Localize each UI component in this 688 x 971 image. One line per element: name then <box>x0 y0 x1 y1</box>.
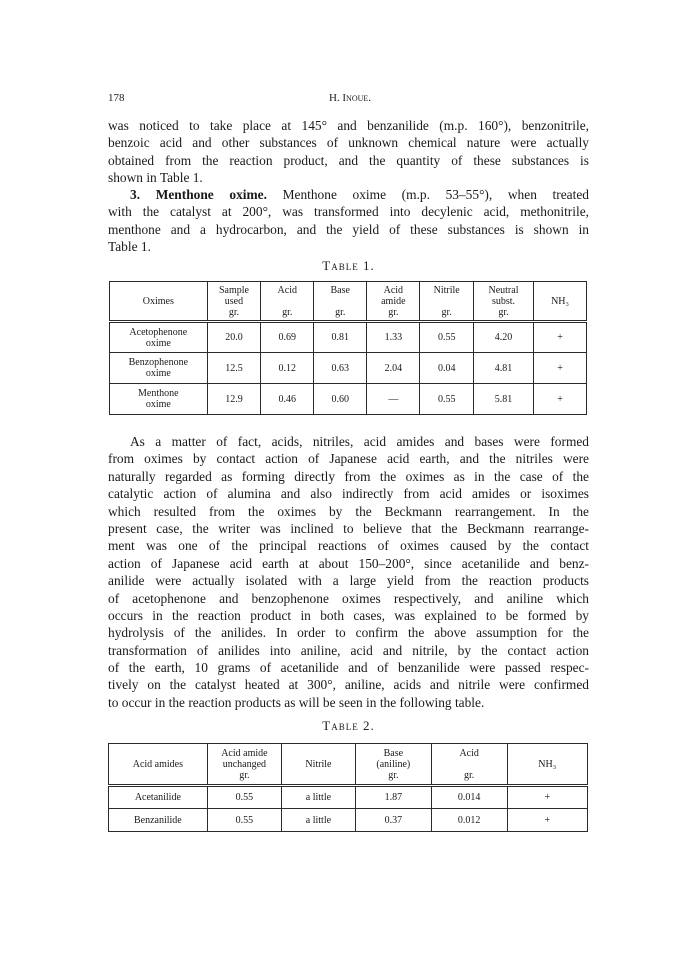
table-cell: 1.87 <box>355 786 431 809</box>
table-cell: 0.012 <box>431 809 507 832</box>
paragraph-continued <box>108 117 589 187</box>
column-header: NH₃ <box>534 282 587 322</box>
text-line: of acetophenone and benzophenone oximes respectively, and aniline which <box>108 590 589 606</box>
table-row <box>110 322 587 353</box>
table-cell: 0.81 <box>314 322 367 353</box>
table-cell: 2.04 <box>367 353 420 384</box>
table-row <box>109 809 588 832</box>
page-header <box>108 92 592 108</box>
text-line: which resulted from the oximes by the Beckmann rearrangement. In the <box>108 503 589 519</box>
table-cell: + <box>534 353 587 384</box>
section-heading-line <box>108 186 589 203</box>
column-header: Acid amides <box>109 744 208 786</box>
table-cell: + <box>507 809 587 832</box>
text-line: catalytic action of alumina and also indirectly from acid amides or isoximes <box>108 486 589 502</box>
table-cell: + <box>534 322 587 353</box>
table-cell: 12.9 <box>207 384 261 415</box>
section-heading: Menthone oxime. <box>155 187 267 202</box>
column-header: Acid gr. <box>261 282 314 322</box>
table-cell: 0.60 <box>314 384 367 415</box>
text-line: naturally regarded as forming directly from the oximes as in the case of the <box>108 468 589 484</box>
row-label: Menthone oxime <box>110 384 208 415</box>
text-line: Table 1. <box>108 239 151 255</box>
table-row <box>110 353 587 384</box>
text-line: benzoic acid and other substances of unknown chemical nature were actually <box>108 135 589 151</box>
text-line: occurs in the reaction product in both cases, was explained to be formed by <box>108 607 589 623</box>
text-line: to occur in the reaction products as will be seen in the following table. <box>108 694 485 710</box>
table-cell: 0.55 <box>207 786 281 809</box>
text-line: As a matter of fact, acids, nitriles, acid amides and bases were formed <box>130 434 589 449</box>
text-line: ment was one of the principal reactions of oximes caused by the contact <box>108 538 589 554</box>
table-cell: + <box>507 786 587 809</box>
table-cell: 4.20 <box>473 322 533 353</box>
text-line: shown in Table 1. <box>108 170 203 186</box>
running-head: H. Inoue. <box>328 92 372 104</box>
text-line: with the catalyst at 200°, was transformed into decylenic acid, methonitrile, <box>108 204 589 220</box>
column-header: Sample used gr. <box>207 282 261 322</box>
table-cell: 0.55 <box>420 322 473 353</box>
table-cell: a little <box>282 809 356 832</box>
text-line: of the earth, 10 grams of acetanilide and of benzanilide were passed respec- <box>108 660 589 676</box>
text-line: hydrolysis of the anilides. In order to confirm the above assumption for the <box>108 625 589 641</box>
column-header: Neutral subst. gr. <box>473 282 533 322</box>
column-header: Base gr. <box>314 282 367 322</box>
table-2-caption: Table 2. <box>322 718 375 733</box>
section-3-paragraph <box>108 186 589 256</box>
table-cell: 0.55 <box>207 809 281 832</box>
column-header: Acid amide unchanged gr. <box>207 744 281 786</box>
text-line: action of Japanese acid earth at about 150–200°, since acetanilide and benz- <box>108 555 589 571</box>
table-cell: 20.0 <box>207 322 261 353</box>
column-header: Acid amide gr. <box>367 282 420 322</box>
table-cell: 0.63 <box>314 353 367 384</box>
row-label: Acetanilide <box>109 786 208 809</box>
table-cell: + <box>534 384 587 415</box>
text-line: transformation of anilides into aniline, acid and nitrile, by the contact action <box>108 642 589 658</box>
text-line: menthone and a hydrocarbon, and the yield of these substances is shown in <box>108 221 589 237</box>
text-line: obtained from the reaction product, and the quantity of these substances is <box>108 152 589 168</box>
section-heading-rest: Menthone oxime (m.p. 53–55°), when treated <box>282 187 589 202</box>
column-header: Nitrile gr. <box>420 282 473 322</box>
table-row <box>110 384 587 415</box>
table-cell: 0.04 <box>420 353 473 384</box>
table-header-row <box>110 282 587 322</box>
section-number: 3. <box>130 187 141 202</box>
table-cell: 4.81 <box>473 353 533 384</box>
table-cell: 12.5 <box>207 353 261 384</box>
table-cell: 0.55 <box>420 384 473 415</box>
page-number: 178 <box>108 92 125 104</box>
text-line: present case, the writer was inclined to believe that the Beckmann rearrange- <box>108 520 589 536</box>
column-header: Nitrile <box>282 744 356 786</box>
text-line: was noticed to take place at 145° and benzanilide (m.p. 160°), benzonitrile, <box>108 118 589 133</box>
row-label: Benzanilide <box>109 809 208 832</box>
table-cell: 1.33 <box>367 322 420 353</box>
table-cell: 0.12 <box>261 353 314 384</box>
table-cell: 0.46 <box>261 384 314 415</box>
table-cell: a little <box>282 786 356 809</box>
column-header: Acid gr. <box>431 744 507 786</box>
table-cell: 5.81 <box>473 384 533 415</box>
table-cell: 0.014 <box>431 786 507 809</box>
table-2 <box>108 743 588 832</box>
row-label: Acetophenone oxime <box>110 322 208 353</box>
table-cell: 0.37 <box>355 809 431 832</box>
table-cell: — <box>367 384 420 415</box>
table-header-row <box>109 744 588 786</box>
table-1 <box>109 281 587 415</box>
table-cell: 0.69 <box>261 322 314 353</box>
text-line: anilide were actually isolated with a large yield from the reaction products <box>108 573 589 589</box>
table-row <box>109 786 588 809</box>
text-line: tively on the catalyst heated at 300°, aniline, acids and nitrile were confirmed <box>108 677 589 693</box>
text-line: from oximes by contact action of Japanese acid earth, and the nitriles were <box>108 451 589 467</box>
column-header: NH₃ <box>507 744 587 786</box>
column-header: Base (aniline) gr. <box>355 744 431 786</box>
row-label: Benzophenone oxime <box>110 353 208 384</box>
column-header: Oximes <box>110 282 208 322</box>
discussion-paragraph <box>108 433 589 711</box>
table-1-caption: Table 1. <box>322 258 375 273</box>
